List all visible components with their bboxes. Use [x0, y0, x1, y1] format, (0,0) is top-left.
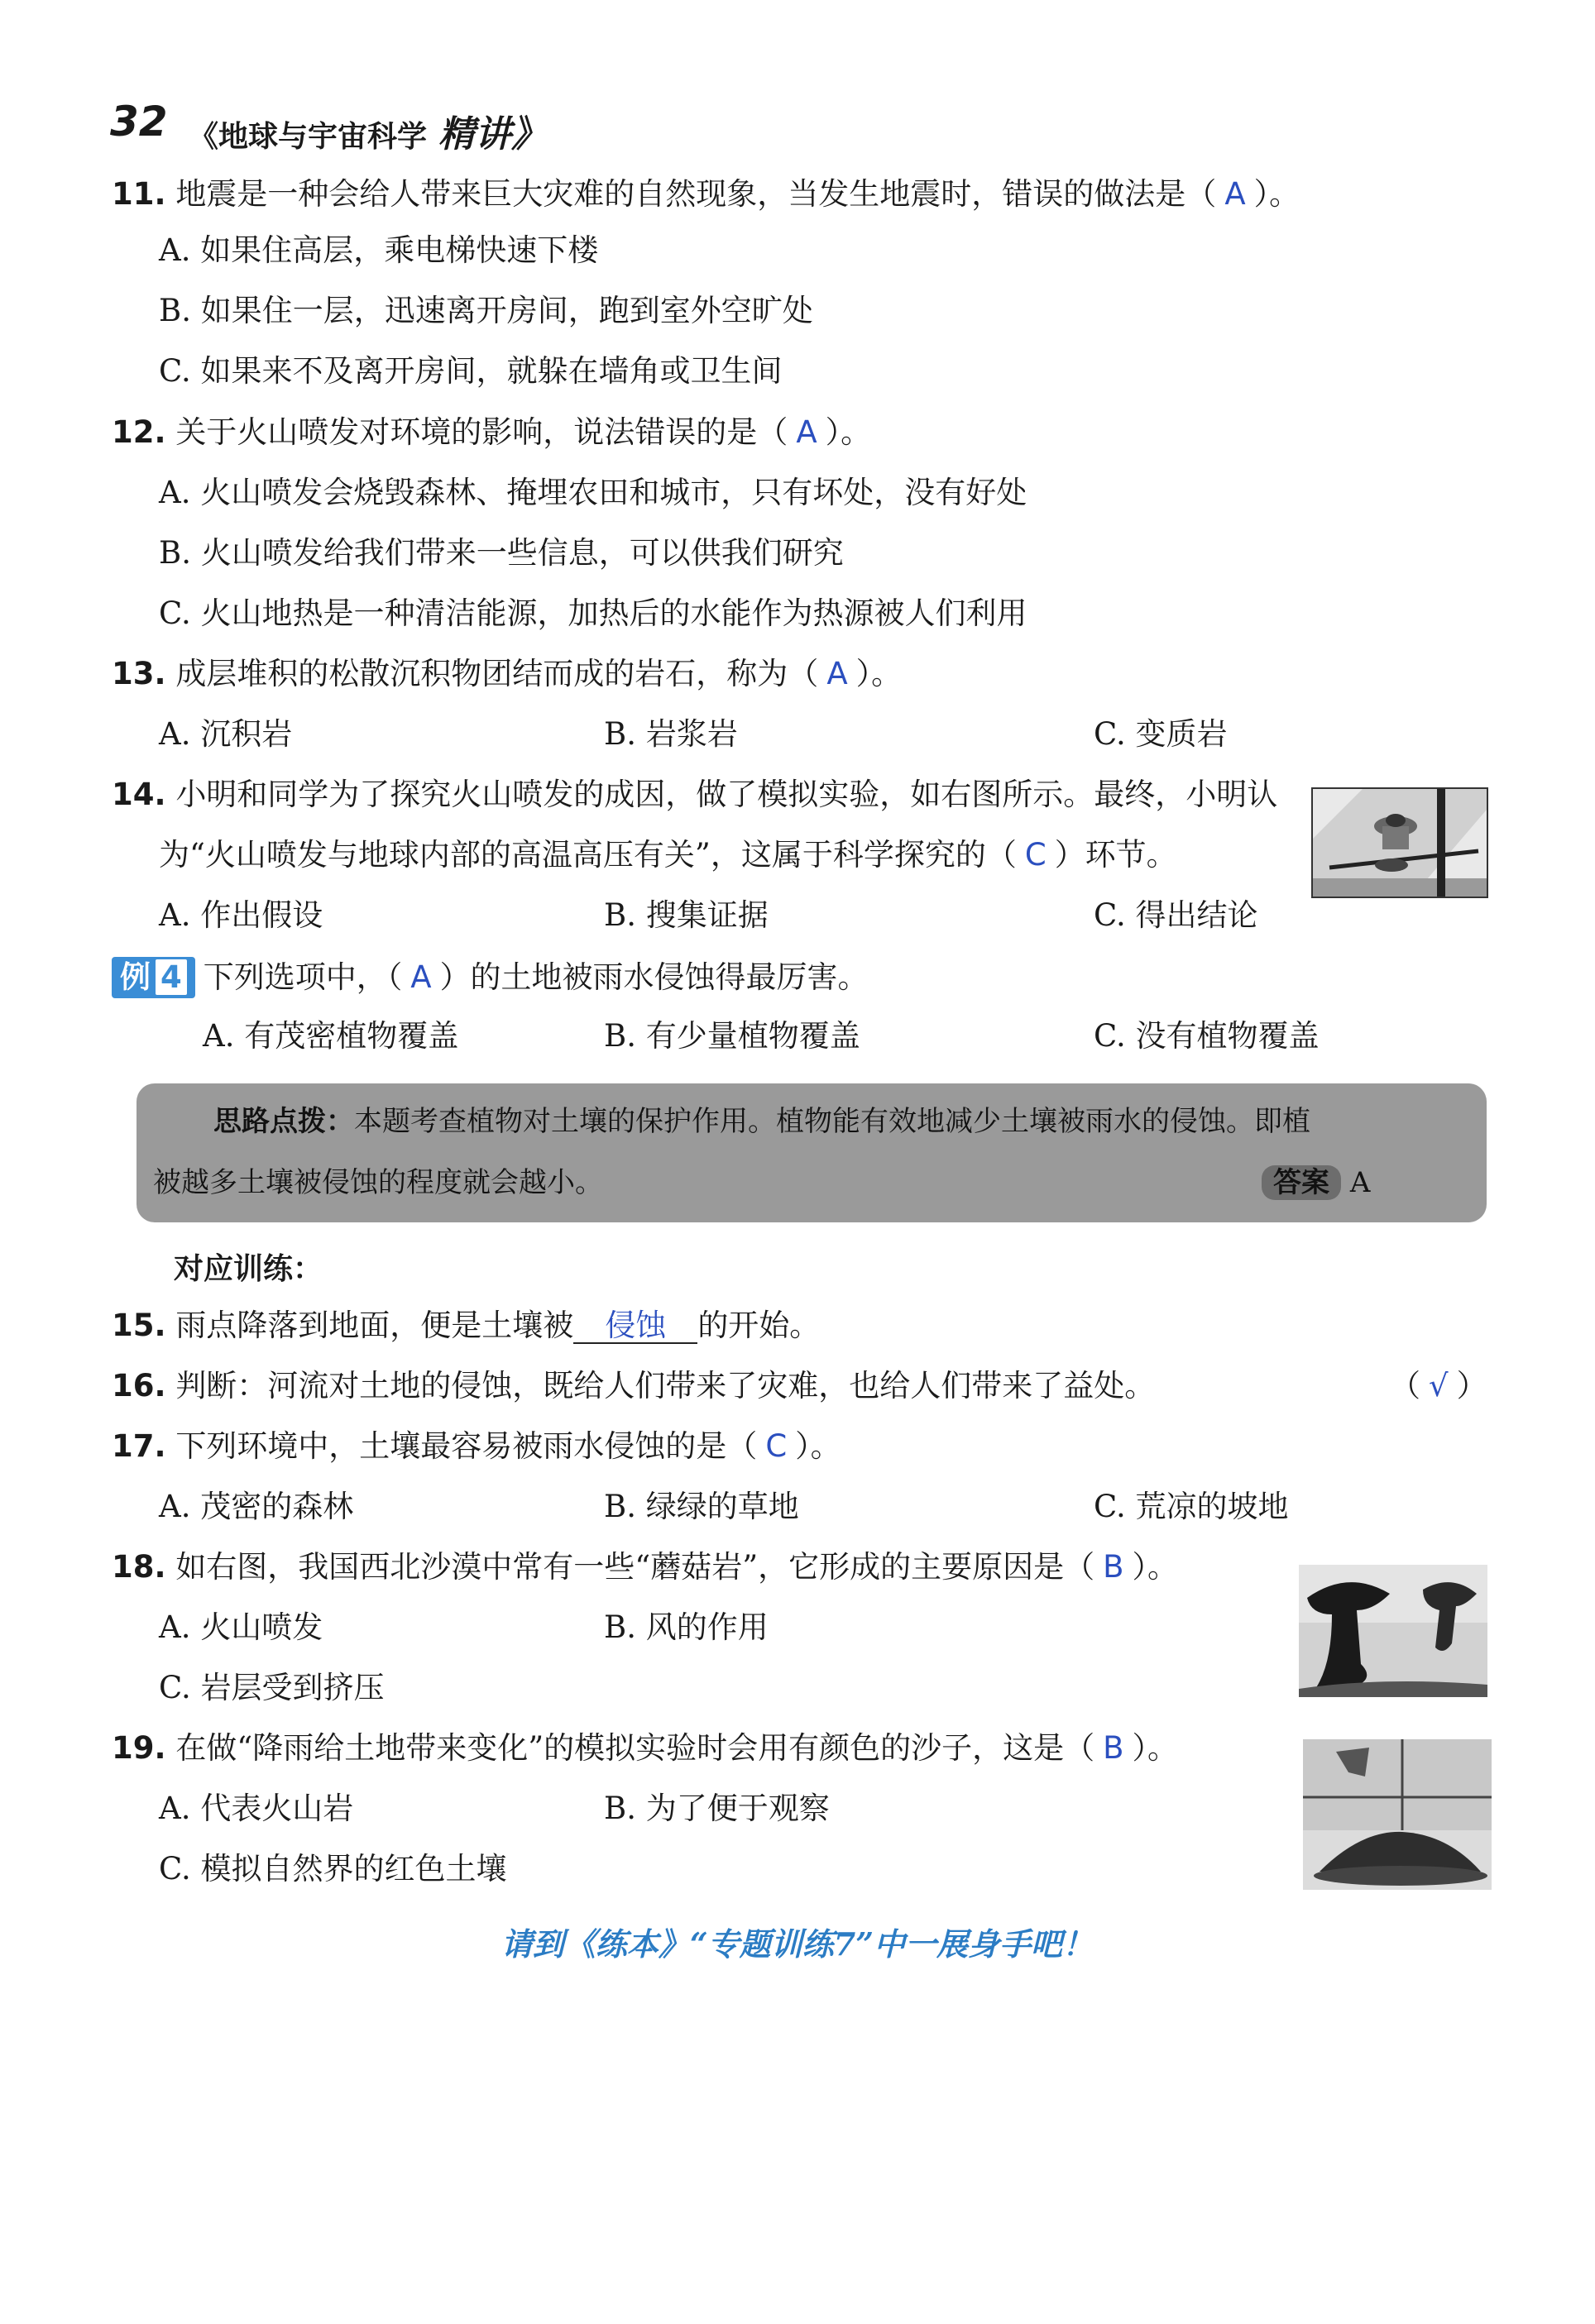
question-number: 17. — [112, 1428, 166, 1464]
option-b: B. 火山喷发给我们带来一些信息，可以供我们研究 — [159, 535, 844, 571]
question-number: 18. — [112, 1549, 166, 1585]
question-15-stem — [112, 1307, 820, 1345]
option-a: A. 作出假设 — [159, 897, 323, 933]
option-a: A. 火山喷发会烧毁森林、掩埋农田和城市，只有坏处，没有好处 — [159, 475, 1027, 510]
question-18-stem — [112, 1548, 1178, 1586]
paren: ） — [1456, 1368, 1487, 1403]
stem-text: 如右图，我国西北沙漠中常有一些“蘑菇岩”，它形成的主要原因是（ — [175, 1549, 1095, 1585]
question-19-stem — [112, 1729, 1178, 1767]
option-b: B. 为了便于观察 — [604, 1791, 830, 1826]
option-b: B. 如果住一层，迅速离开房间，跑到室外空旷处 — [159, 293, 813, 328]
hint-text: 本题考查植物对土壤的保护作用。植物能有效地减少土壤被雨水的侵蚀。即植 — [354, 1105, 1310, 1138]
example-badge-number: 4 — [156, 959, 187, 995]
sand-experiment-image — [1303, 1739, 1492, 1890]
question-number: 16. — [112, 1368, 166, 1403]
hint-answer — [1262, 1151, 1370, 1214]
option-b: B. 岩浆岩 — [604, 716, 738, 752]
question-number: 15. — [112, 1308, 166, 1343]
volcano-experiment-image — [1311, 787, 1488, 898]
option-c: C. 岩层受到挤压 — [159, 1670, 385, 1705]
stem-text: 判断：河流对土地的侵蚀，既给人们带来了灾难，也给人们带来了益处。 — [175, 1368, 1156, 1403]
option-a: A. 茂密的森林 — [159, 1489, 354, 1524]
footer-prompt: 请到《练本》“专题训练7”中一展身手吧！ — [501, 1925, 1094, 1963]
answer-mark: A — [410, 959, 432, 995]
option-c: C. 火山地热是一种清洁能源，加热后的水能作为热源被人们利用 — [159, 595, 1027, 631]
stem-text: 地震是一种会给人带来巨大灾难的自然现象，当发生地震时，错误的做法是（ — [175, 176, 1217, 212]
question-16-stem — [112, 1367, 1155, 1405]
question-number: 14. — [112, 777, 166, 812]
stem-text: ）的土地被雨水侵蚀得最厉害。 — [439, 959, 869, 995]
option-b: B. 绿绿的草地 — [604, 1489, 799, 1524]
book-title-main: 《地球与宇宙科学 — [189, 120, 428, 154]
stem-text: ）。 — [1253, 176, 1300, 212]
option-c: C. 没有植物覆盖 — [1094, 1018, 1320, 1054]
book-title — [189, 104, 548, 157]
answer-mark: √ — [1429, 1368, 1449, 1403]
example-badge-label: 例 — [120, 959, 151, 995]
option-b: B. 搜集证据 — [604, 897, 769, 933]
option-c: C. 模拟自然界的红色土壤 — [159, 1851, 507, 1886]
answer-label: 答案 — [1262, 1165, 1341, 1200]
stem-text: ）。 — [1132, 1549, 1179, 1585]
stem-text: ）。 — [855, 656, 903, 691]
question-number: 12. — [112, 414, 166, 450]
hint-label: 思路点拨： — [213, 1105, 354, 1138]
question-number: 13. — [112, 656, 166, 691]
stem-text: 小明和同学为了探究火山喷发的成因，做了模拟实验，如右图所示。最终，小明认 — [175, 777, 1278, 812]
option-c: C. 荒凉的坡地 — [1094, 1489, 1289, 1524]
question-16-judgement — [1390, 1367, 1487, 1405]
answer-mark: C — [1024, 837, 1047, 873]
stem-text: ）环节。 — [1054, 837, 1177, 873]
stem-text: 下列选项中，（ — [203, 959, 403, 995]
answer-mark: C — [765, 1428, 788, 1464]
stem-text: ）。 — [795, 1428, 841, 1464]
example-4-stem — [112, 957, 869, 998]
hint-answer-value: A — [1349, 1166, 1371, 1199]
answer-mark: A — [796, 414, 817, 450]
stem-text: ）。 — [1132, 1730, 1179, 1766]
question-14-stem-line2 — [159, 836, 1177, 874]
hint-line-1 — [213, 1090, 1310, 1153]
option-a: A. 代表火山岩 — [159, 1791, 354, 1826]
option-a: A. 沉积岩 — [159, 716, 293, 752]
section-title: 对应训练： — [174, 1252, 323, 1286]
stem-text: 在做“降雨给土地带来变化”的模拟实验时会用有颜色的沙子，这是（ — [175, 1730, 1095, 1766]
stem-text: ）。 — [825, 414, 872, 450]
question-12-stem — [112, 414, 871, 452]
stem-text: 下列环境中，土壤最容易被雨水侵蚀的是（ — [175, 1428, 758, 1464]
answer-mark: B — [1103, 1730, 1124, 1766]
stem-text: 成层堆积的松散沉积物团结而成的岩石，称为（ — [175, 656, 819, 691]
option-b: B. 有少量植物覆盖 — [604, 1018, 860, 1054]
option-c: C. 得出结论 — [1094, 897, 1258, 933]
option-a: A. 如果住高层，乘电梯快速下楼 — [159, 232, 599, 268]
question-14-stem-line1 — [112, 776, 1277, 814]
option-a: A. 有茂密植物覆盖 — [203, 1018, 459, 1054]
question-number: 19. — [112, 1730, 166, 1766]
mushroom-rock-image — [1299, 1565, 1487, 1697]
paren: （ — [1390, 1368, 1420, 1403]
question-17-stem — [112, 1427, 841, 1466]
example-badge — [112, 957, 195, 998]
fill-blank-answer: 侵蚀 — [573, 1309, 697, 1344]
page-number: 32 — [110, 98, 168, 146]
answer-mark: B — [1103, 1549, 1124, 1585]
option-a: A. 火山喷发 — [159, 1609, 323, 1645]
stem-text: 为“火山喷发与地球内部的高温高压有关”，这属于科学探究的（ — [159, 837, 1017, 873]
book-title-emphasis: 精讲》 — [438, 113, 548, 155]
stem-text: 雨点降落到地面，便是土壤被 — [175, 1308, 574, 1343]
option-c: C. 如果来不及离开房间，就躲在墙角或卫生间 — [159, 353, 783, 389]
stem-text: 关于火山喷发对环境的影响，说法错误的是（ — [175, 414, 788, 450]
answer-mark: A — [1224, 176, 1246, 212]
option-b: B. 风的作用 — [604, 1609, 769, 1645]
hint-line-2: 被越多土壤被侵蚀的程度就会越小。 — [153, 1166, 603, 1199]
question-13-stem — [112, 655, 902, 693]
answer-mark: A — [826, 656, 848, 691]
option-c: C. 变质岩 — [1094, 716, 1228, 752]
question-number: 11. — [112, 176, 166, 212]
stem-text: 的开始。 — [697, 1308, 821, 1343]
question-11-stem — [112, 175, 1300, 213]
